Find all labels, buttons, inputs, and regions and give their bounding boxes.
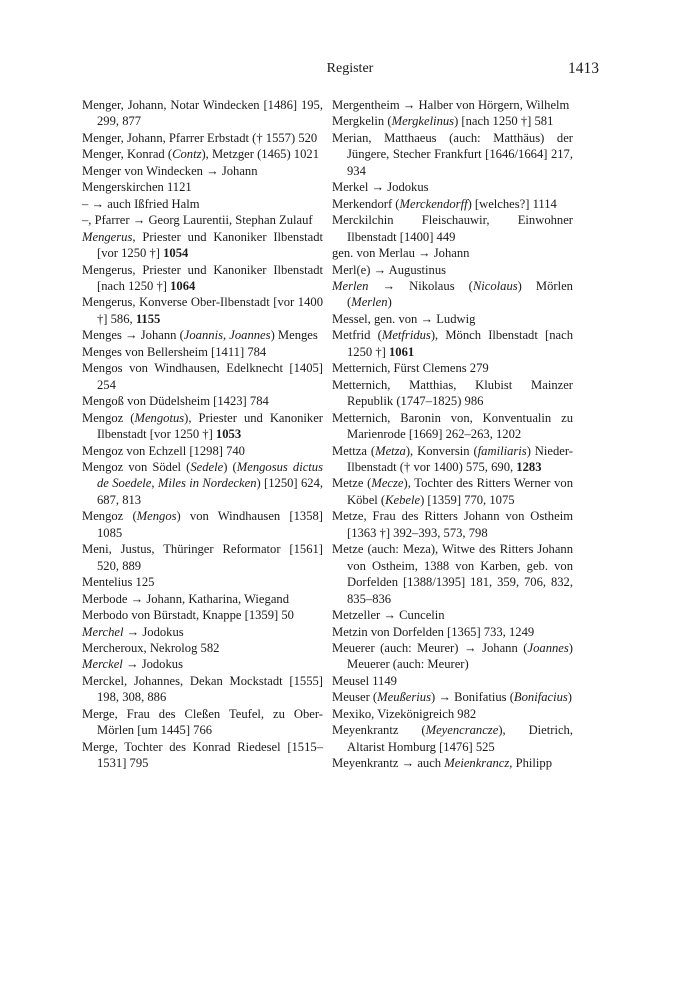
entry-text: ) von Windhausen [1358] 1085 — [97, 509, 323, 540]
italic-text: Joannes — [229, 328, 271, 343]
entry-text: Metzin von Dorfelden [1365] 733, 1249 — [332, 624, 535, 639]
italic-text: Contz — [172, 147, 202, 162]
left-column — [82, 97, 323, 772]
entry-text: Mergentheim → Halber von Hörgern, Wilhelm — [332, 98, 570, 112]
index-entry — [82, 229, 323, 262]
bold-page-ref: 1054 — [163, 246, 189, 261]
italic-text: Merlen — [351, 295, 388, 310]
index-entry — [82, 262, 323, 295]
index-entry — [332, 130, 573, 179]
index-entry — [82, 574, 323, 590]
entry-text: Meusel 1149 — [332, 673, 397, 688]
entry-text: ) Mörlen ( — [347, 278, 573, 310]
right-column — [332, 97, 573, 772]
entry-text: ) → Bonifatius ( — [431, 690, 514, 705]
index-entry — [332, 196, 573, 212]
entry-text: Merckel, Johannes, Dekan Mockstadt [1555] 198, 308, 886 — [82, 673, 323, 705]
index-entry — [332, 755, 573, 771]
entry-text: , Philipp — [509, 756, 552, 771]
index-entry — [332, 689, 573, 705]
entry-text: Meyenkrantz ( — [332, 723, 426, 738]
bold-page-ref: 1155 — [135, 311, 161, 326]
index-entry — [332, 179, 573, 195]
entry-text: Merbode → Johann, Katharina, Wiegand — [82, 591, 289, 606]
entry-text: Metternich, Baronin von, Konventualin zu Marienrode [1669] 262–263, 1202 — [332, 410, 573, 442]
index-entry — [82, 640, 323, 656]
index-entry — [332, 410, 573, 443]
index-entry — [82, 393, 323, 409]
entry-text: Mettza ( — [332, 443, 376, 458]
italic-text: Merckel — [82, 657, 123, 672]
entry-text: Mergkelin ( — [332, 114, 392, 129]
index-entry — [332, 212, 573, 245]
entry-text: ) — [567, 690, 572, 705]
index-entry — [82, 508, 323, 541]
index-entry — [82, 360, 323, 393]
index-entry — [82, 212, 323, 228]
index-entry — [332, 278, 573, 311]
italic-text: Meyencrancze — [425, 723, 499, 738]
entry-text: ), Konversin ( — [405, 443, 478, 458]
entry-text: Mengos von Windhausen, Edelknecht [1405] 254 — [82, 361, 323, 392]
entry-text: ), Priester und Kanoniker Ilbenstadt [vor 1250 †] — [97, 410, 323, 442]
italic-text: Mengerus — [82, 229, 133, 244]
entry-text: ) [welches?] 1114 — [467, 196, 557, 211]
index-entry — [332, 113, 573, 129]
entry-text: Metfrid ( — [332, 328, 382, 343]
entry-text: ), Dietrich, Altarist Homburg [1476] 525 — [347, 723, 574, 754]
index-entry — [332, 541, 573, 607]
index-entry — [82, 607, 323, 623]
entry-text: Mengoz von Södel ( — [82, 459, 191, 474]
italic-text: Mengosus dictus de Soedele — [97, 459, 323, 491]
entry-text: Meyenkrantz → auch — [332, 756, 445, 771]
index-entry — [332, 262, 573, 278]
entry-text: , Priester und Kanoniker Ilbenstadt [vor 1250 †] — [97, 229, 323, 261]
entry-text: Meuser ( — [332, 690, 378, 705]
index-entry — [332, 640, 573, 673]
entry-text: ), Metzger (1465) 1021 — [201, 147, 319, 162]
index-entry — [332, 360, 573, 376]
entry-text: ) Meuerer (auch: Meurer) — [347, 640, 573, 672]
entry-text: ) [1359] 770, 1075 — [420, 492, 515, 507]
entry-text: ) — [387, 295, 392, 310]
italic-text: Metfridus — [381, 328, 431, 343]
index-entry — [332, 607, 573, 623]
italic-text: Miles in Nordecken — [157, 476, 257, 491]
entry-text: → Jodokus — [123, 624, 184, 639]
italic-text: Kebele — [385, 492, 421, 507]
bold-page-ref: 1283 — [516, 459, 542, 474]
entry-text: Mengerskirchen 1121 — [82, 180, 192, 195]
entry-text: → Nikolaus ( — [368, 278, 473, 293]
index-entry — [82, 179, 323, 195]
index-entry — [332, 673, 573, 689]
entry-text: ) Nieder-Ilbenstadt († vor 1400) 575, 690, — [347, 443, 573, 474]
index-entry — [82, 624, 323, 640]
entry-text: Merl(e) → Augustinus — [332, 262, 447, 277]
entry-text: , — [151, 476, 158, 491]
index-entry — [332, 327, 573, 360]
italic-text: Mecze — [371, 476, 404, 491]
index-entry — [82, 443, 323, 459]
italic-text: Merckendorff — [399, 196, 468, 211]
entry-text: Merge, Tochter des Konrad Riedesel [1515–1531] 795 — [82, 739, 323, 771]
entry-text: Meni, Justus, Thüringer Reformator [1561] 520, 889 — [82, 542, 323, 573]
italic-text: Meußerius — [377, 690, 431, 705]
entry-text: ), Tochter des Ritters Werner von Köbel ( — [347, 476, 573, 507]
entry-text: Mengoz von Echzell [1298] 740 — [82, 443, 245, 458]
italic-text: Merlen — [332, 278, 369, 293]
index-entry — [332, 508, 573, 541]
entry-text: Metze (auch: Meza), Witwe des Ritters Johann von Ostheim, 1388 von Karben, geb. von Dorfelden [1388/1395] 181, 359, 706, 832, 835–836 — [332, 542, 573, 606]
bold-page-ref: 1064 — [170, 278, 196, 293]
entry-text: Metzeller → Cuncelin — [332, 608, 445, 623]
index-entry — [82, 196, 323, 212]
entry-text: Metternich, Fürst Clemens 279 — [332, 361, 489, 376]
italic-text: Bonifacius — [513, 690, 568, 705]
entry-text: Merian, Matthaeus (auch: Matthäus) der Jüngere, Stecher Frankfurt [1646/1664] 217, 934 — [332, 130, 573, 178]
entry-text: gen. von Merlau → Johann — [332, 246, 470, 261]
italic-text: Merchel — [82, 624, 124, 639]
index-entry — [332, 475, 573, 508]
index-entry — [82, 130, 323, 146]
entry-text: Metternich, Matthias, Klubist Mainzer Republik (1747–1825) 986 — [332, 377, 573, 409]
index-entry — [82, 294, 323, 327]
index-entry — [82, 656, 323, 672]
index-entry — [82, 541, 323, 574]
entry-text: Mengoß von Düdelsheim [1423] 784 — [82, 394, 269, 409]
entry-text: Metze ( — [332, 476, 372, 491]
running-title: Register — [326, 61, 374, 76]
entry-text: Mengerus, Priester und Kanoniker Ilbenstadt [nach 1250 †] — [82, 262, 323, 293]
italic-text: Joannes — [527, 640, 569, 655]
entry-text: Messel, gen. von → Ludwig — [332, 311, 476, 326]
entry-text: Mengoz ( — [82, 509, 137, 524]
entry-text: Menges → Johann ( — [82, 328, 184, 343]
index-entry — [332, 311, 573, 327]
bold-page-ref: 1053 — [215, 427, 242, 442]
entry-text: Menger, Johann, Pfarrer Erbstadt († 1557) 520 — [82, 130, 318, 145]
entry-text: Metze, Frau des Ritters Johann von Ostheim [1363 †] 392–393, 573, 798 — [332, 509, 573, 540]
index-entry — [82, 673, 323, 706]
index-entry — [82, 344, 323, 360]
italic-text: familiaris — [477, 443, 527, 458]
italic-text: Sedele — [190, 459, 224, 474]
index-entry — [332, 377, 573, 410]
entry-text: Mengoz ( — [82, 410, 135, 425]
index-entry — [82, 163, 323, 179]
entry-text: ) Menges — [270, 328, 318, 343]
entry-text: Merbodo von Bürstadt, Knappe [1359] 50 — [82, 608, 294, 623]
italic-text: Mengotus — [134, 410, 185, 425]
entry-text: ) [1250] 624, 687, 813 — [97, 476, 324, 507]
entry-text: ) ( — [223, 459, 237, 474]
index-entry — [82, 459, 323, 508]
entry-text: Mentelius 125 — [82, 575, 155, 590]
italic-text: Meienkrancz — [444, 756, 510, 771]
entry-text: → Jodokus — [122, 657, 183, 672]
entry-text: , — [222, 328, 230, 343]
entry-text: Mengerus, Konverse Ober-Ilbenstadt [vor 1400 †] 586, — [82, 295, 323, 326]
entry-text: Mexiko, Vizekönigreich 982 — [332, 706, 477, 721]
entry-text: Menger von Windecken → Johann — [82, 163, 258, 178]
index-entry — [332, 722, 573, 755]
bold-page-ref: 1061 — [388, 344, 415, 359]
italic-text: Joannis — [183, 328, 223, 343]
index-entry — [332, 245, 573, 261]
index-entry — [82, 706, 323, 739]
italic-text: Metza — [375, 443, 406, 458]
index-entry — [82, 327, 323, 343]
entry-text: – → auch Ißfried Halm — [82, 196, 200, 211]
index-entry — [82, 146, 323, 162]
italic-text: Mergkelinus — [391, 114, 455, 129]
entry-text: Menger, Konrad ( — [82, 147, 173, 162]
index-entry — [332, 97, 573, 113]
italic-text: Mengos — [136, 509, 177, 524]
italic-text: Nicolaus — [472, 278, 518, 293]
index-entry — [332, 706, 573, 722]
entry-text: Meuerer (auch: Meurer) → Johann ( — [332, 640, 528, 655]
entry-text: Merckilchin Fleischauwir, Einwohner Ilbenstadt [1400] 449 — [332, 213, 573, 244]
entry-text: Menges von Bellersheim [1411] 784 — [82, 344, 267, 359]
entry-text: ) [nach 1250 †] 581 — [454, 114, 554, 129]
entry-text: Merkel → Jodokus — [332, 180, 429, 195]
index-entry — [82, 410, 323, 443]
entry-text: Merkendorf ( — [332, 196, 400, 211]
index-entry — [82, 591, 323, 607]
index-entry — [82, 739, 323, 772]
page-number: 1413 — [568, 60, 599, 77]
index-entry — [332, 624, 573, 640]
entry-text: Mercheroux, Nekrolog 582 — [82, 640, 220, 655]
entry-text: Merge, Frau des Cleßen Teufel, zu Ober-Mörlen [um 1445] 766 — [82, 706, 323, 738]
index-entry — [82, 97, 323, 130]
entry-text: Menger, Johann, Notar Windecken [1486] 195, 299, 877 — [82, 98, 323, 129]
entry-text: –, Pfarrer → Georg Laurentii, Stephan Zulauf — [82, 213, 313, 228]
index-entry — [332, 443, 573, 476]
entry-text: ), Mönch Ilbenstadt [nach 1250 †] — [347, 328, 573, 359]
